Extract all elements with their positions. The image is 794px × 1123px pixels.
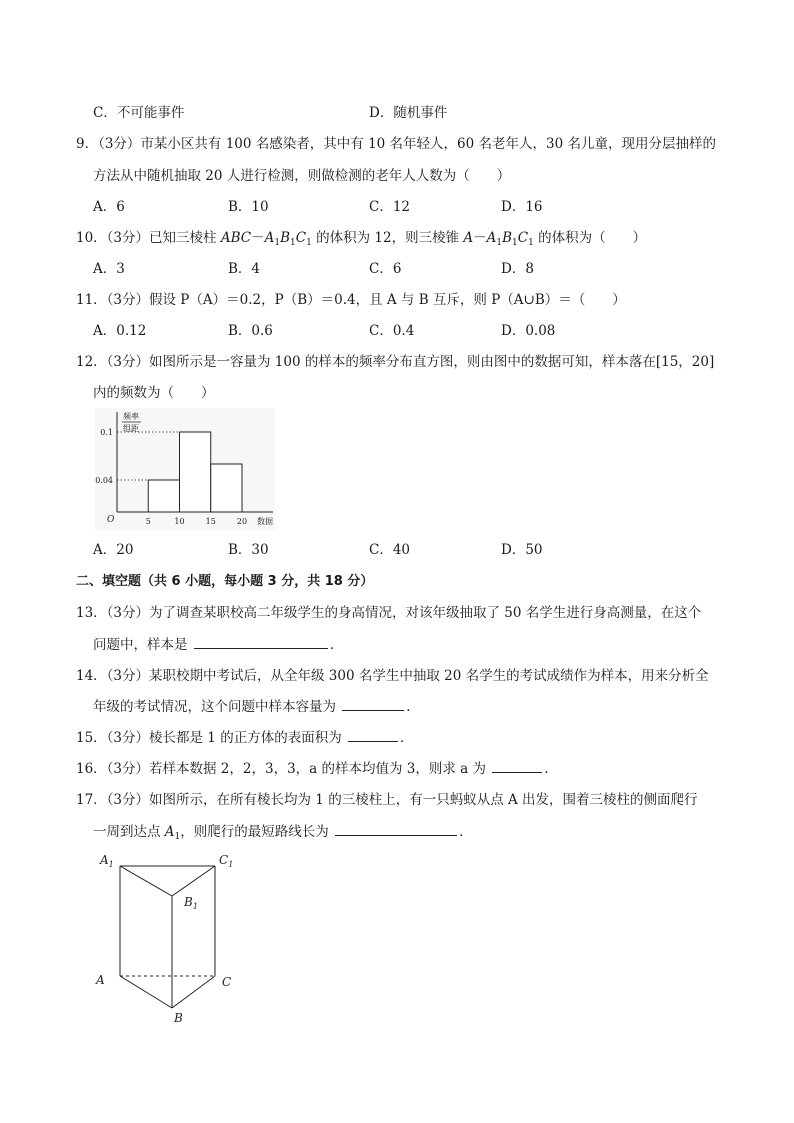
y-tick-label: 0.04 (95, 476, 113, 485)
q14-answer-blank[interactable] (342, 696, 404, 711)
q11-option-b: B．0.6 (228, 323, 273, 339)
q15-answer-blank[interactable] (348, 727, 398, 742)
q8-option-c: C．不可能事件 (93, 105, 185, 121)
y-axis-label-bottom: 组距 (123, 424, 139, 433)
label-b: B (174, 1011, 183, 1025)
y-tick-label: 0.1 (100, 428, 113, 437)
q10-option-c: C．6 (369, 261, 402, 277)
q10-option-b: B．4 (228, 261, 261, 277)
q12-option-b: B．30 (228, 542, 269, 558)
q9-option-c: C．12 (369, 199, 411, 215)
q13-answer-blank[interactable] (194, 634, 328, 649)
section-title-fill-in: 二、填空题（共 6 小题，每小题 3 分，共 18 分） (76, 574, 374, 589)
q11-stem: 11．（3分）假设 P（A）＝0.2，P（B）＝0.4，且 A 与 B 互斥，则 P（A∪B）＝（ ） (76, 292, 626, 308)
q11-option-c: C．0.4 (369, 323, 415, 339)
label-b1: $B_1$ (184, 895, 198, 911)
q9-option-b: B．10 (228, 199, 269, 215)
q9-stem-line2: 方法从中随机抽取 20 人进行检测，则做检测的老年人人数为（ ） (93, 168, 511, 184)
q13-stem-line1: 13．（3分）为了调查某职校高二年级学生的身高情况，对该年级抽取了 50 名学生进行身高测量，在这个 (76, 605, 702, 621)
q12-option-a: A．20 (93, 542, 134, 558)
q12-stem-line1: 12．（3分）如图所示是一容量为 100 的样本的频率分布直方图，则由图中的数据可知，样本落在[15，20] (76, 354, 715, 370)
q14-stem-line1: 14．（3分）某职校期中考试后，从全年级 300 名学生中抽取 20 名学生的考试成绩作为样本，用来分析全 (76, 668, 709, 684)
x-tick-label: 20 (236, 517, 248, 526)
x-tick-label: 15 (205, 517, 216, 526)
y-axis-label-top: 频率 (123, 412, 139, 421)
edge-a-b (120, 976, 172, 1008)
q12-stem-line2: 内的频数为（ ） (93, 385, 215, 401)
q9-option-d: D．16 (501, 199, 543, 215)
q8-option-d: D．随机事件 (369, 105, 448, 121)
triangular-prism-figure (92, 848, 242, 1028)
origin-label: O (107, 515, 115, 525)
label-c: C (222, 975, 232, 989)
q10-option-a: A．3 (93, 261, 125, 277)
edge-a1-b1 (120, 866, 172, 896)
frequency-histogram (95, 408, 275, 530)
edge-b1-c1 (172, 866, 215, 896)
q17-stem-line2: 一周到达点 $A_1$，则爬行的最短路线长为 ． (93, 820, 473, 842)
x-axis-label: 数据 (257, 517, 273, 526)
histogram-bar (148, 480, 179, 512)
q9-option-a: A．6 (93, 199, 125, 215)
q17-stem-line1: 17．（3分）如图所示，在所有棱长均为 1 的三棱柱上，有一只蚂蚁从点 A 出发，围着三棱柱的侧面爬行 (76, 792, 698, 808)
histogram-bar (180, 432, 211, 512)
q12-option-d: D．50 (501, 542, 543, 558)
label-c1: $C_1$ (219, 853, 234, 869)
label-a1: $A_1$ (100, 853, 114, 869)
q15-stem: 15．（3分）棱长都是 1 的正方体的表面积为 ． (76, 726, 414, 746)
label-a: A (96, 973, 105, 987)
q14-stem-line2: 年级的考试情况，这个问题中样本容量为 ． (93, 695, 420, 715)
q11-option-a: A．0.12 (93, 323, 147, 339)
q13-stem-line2: 问题中，样本是 ． (93, 633, 343, 653)
q12-option-c: C．40 (369, 542, 411, 558)
q11-option-d: D．0.08 (501, 323, 556, 339)
q10-stem: 10．（3分）已知三棱柱 $ABC-A_1B_1C_1$ 的体积为 12，则三棱锥 $A-A_1B_1C_1$ 的体积为（ ） (76, 230, 647, 248)
q9-stem-line1: 9．（3分）市某小区共有 100 名感染者，其中有 10 名年轻人，60 名老年人，30 名儿童，现用分层抽样的 (76, 136, 716, 152)
q16-answer-blank[interactable] (492, 758, 542, 773)
q16-stem: 16．（3分）若样本数据 2，2，3，3，a 的样本均值为 3，则求 a 为 ． (76, 757, 558, 777)
q10-option-d: D．8 (501, 261, 534, 277)
x-tick-label: 10 (174, 517, 185, 526)
x-tick-label: 5 (145, 517, 151, 526)
edge-b-c (172, 976, 215, 1008)
histogram-bar (211, 464, 242, 512)
q17-answer-blank[interactable] (335, 821, 457, 836)
